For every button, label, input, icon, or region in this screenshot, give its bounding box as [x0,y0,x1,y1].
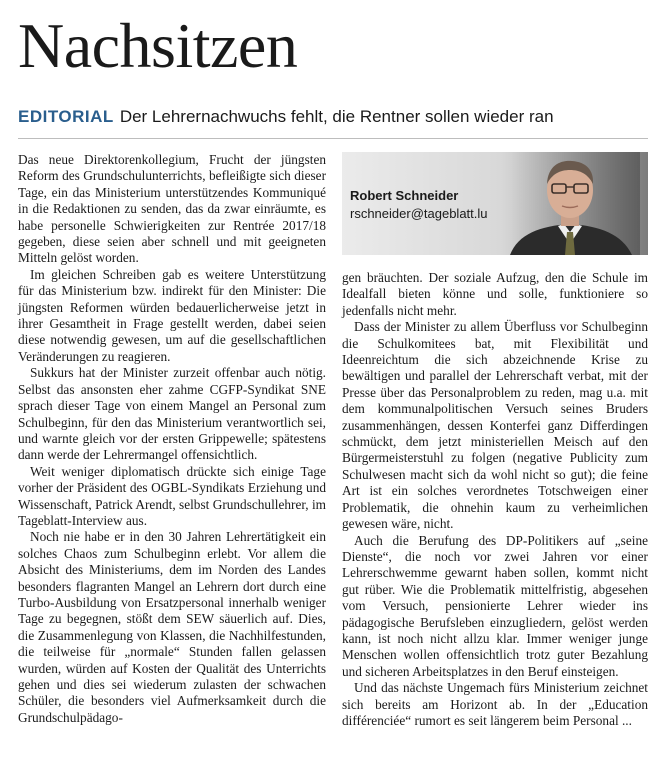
paragraph: Weit weniger diplomatisch drückte sich einige Tage vorher der Präsident des OGBL-Syndikats Erziehung und Wissenschaft, Patrick Arendt, selbst Grundschullehrer, im Tageblatt-Interview aus. [18,463,326,528]
article-column-1 [18,152,326,726]
paragraph: Das neue Direktorenkollegium, Frucht der jüngsten Reform des Grundschulunterrichts, befleißigte sich dieser Tage, ein das Ministerium unterstützendes Kommuniqué in die Redaktionen zu senden, das da zwar einräumte, es habe personelle Schwierigkeiten zur Rentrée 2017/18 gegeben, diese seien aber schnell und mit geeigneten Mitteln gelöst worden. [18,152,326,266]
paragraph: Auch die Berufung des DP-Politikers auf „seine Dienste“, die noch vor zwei Jahren vor einer Lehrerschwemme gewarnt haben sollen, kommt nicht gut rüber. Wie die Problematik mittelfristig, abgesehen vom Versuch, pensionierte Lehrer wieder ins pädagogische Berufsleben einzugliedern, gelöst werden kann, ist noch nicht allzu klar. Immer weniger junge Menschen wollen offensichtlich trotz guter Bezahlung und sicheren Arbeitsplatzes in den Beruf einsteigen. [342,532,648,679]
paragraph: Sukkurs hat der Minister zurzeit offenbar auch nötig. Selbst das ansonsten eher zahme CGFP-Syndikat SNE sprach dieser Tage von einem Mangel an Personal zum Schulbeginn, für den das Ministerium verantwortlich sei, und warnte gleich vor der ersten Grippewelle; spätestens dann werde der Lehrermangel offensichtlich. [18,365,326,463]
author-portrait [500,152,640,255]
author-name: Robert Schneider [350,188,459,203]
header-divider [18,138,648,139]
paragraph: Noch nie habe er in den 30 Jahren Lehrertätigkeit ein solches Chaos zum Schulbeginn erlebt. Vor allem die Absicht des Ministeriums, dem im Norden des Landes besonders flagranten Mangel an Lehrern dort durch eine Turbo-Ausbildung von Ersatzpersonal innerhalb weniger Tage zu begegnen, stößt dem SEW säuerlich auf. Dies, die Zusammenlegung von Klassen, die Nachhilfestunden, die teilweise für „normale“ Stunden fallen gelassen wurden, würden auf Kosten der Qualität des Unterrichts gehen und dies sei wiederum zulasten der schwachen Schüler, die besonders viel Aufmerksamkeit durch die Grundschulpädago- [18,529,326,725]
section-kicker: EDITORIAL [18,107,114,126]
paragraph: Und das nächste Ungemach fürs Ministerium zeichnet sich bereits am Horizont ab. In der „Education différenciée“ rumort es seit längerem beim Personal ... [342,680,648,728]
paragraph: gen bräuchten. Der soziale Aufzug, den die Schule im Idealfall bieten könne und solle, funktioniere so jedenfalls nicht mehr. [342,270,648,318]
author-box [342,152,648,255]
subline-text: Der Lehrernachwuchs fehlt, die Rentner sollen wieder ran [119,107,554,126]
author-email: rschneider@tageblatt.lu [350,206,488,221]
paragraph: Dass der Minister zu allem Überfluss vor Schulbeginn die Schulkomitees bat, mit Flexibilität und Ideenreichtum die sich abzeichnende Krise zu bewältigen und parallel der Lehrerschaft verbat, mit der Presse über das Personalproblem zu reden, mag u.a. mit dem kommunalpolitischen Versuch seines Bruders zusammenhängen, dessen Konterfei ganz Differdingen schmückt, dem jetzt ministeriellen Meisch auf den Bürgermeisterstuhl zu folgen (negative Publicity zum Schulwesen macht sich da wohl nicht so gut); die feine Art ist ein solches verordnetes Totschweigen einer Problematik, die ohnehin kaum zu verheimlichen gewesen wäre, nicht. [342,319,648,532]
headline: Nachsitzen [18,10,298,81]
article-column-2 [342,270,648,729]
subline [18,106,648,128]
paragraph: Im gleichen Schreiben gab es weitere Unterstützung für das Ministerium bzw. indirekt für den Minister: Die jüngsten Reformen würden bedauerlicherweise jetzt in ihrer Gesamtheit in Frage gestellt werden, dabei seien diese notwendig gewesen, um auf die gesellschaftlichen Veränderungen zu reagieren. [18,266,326,364]
